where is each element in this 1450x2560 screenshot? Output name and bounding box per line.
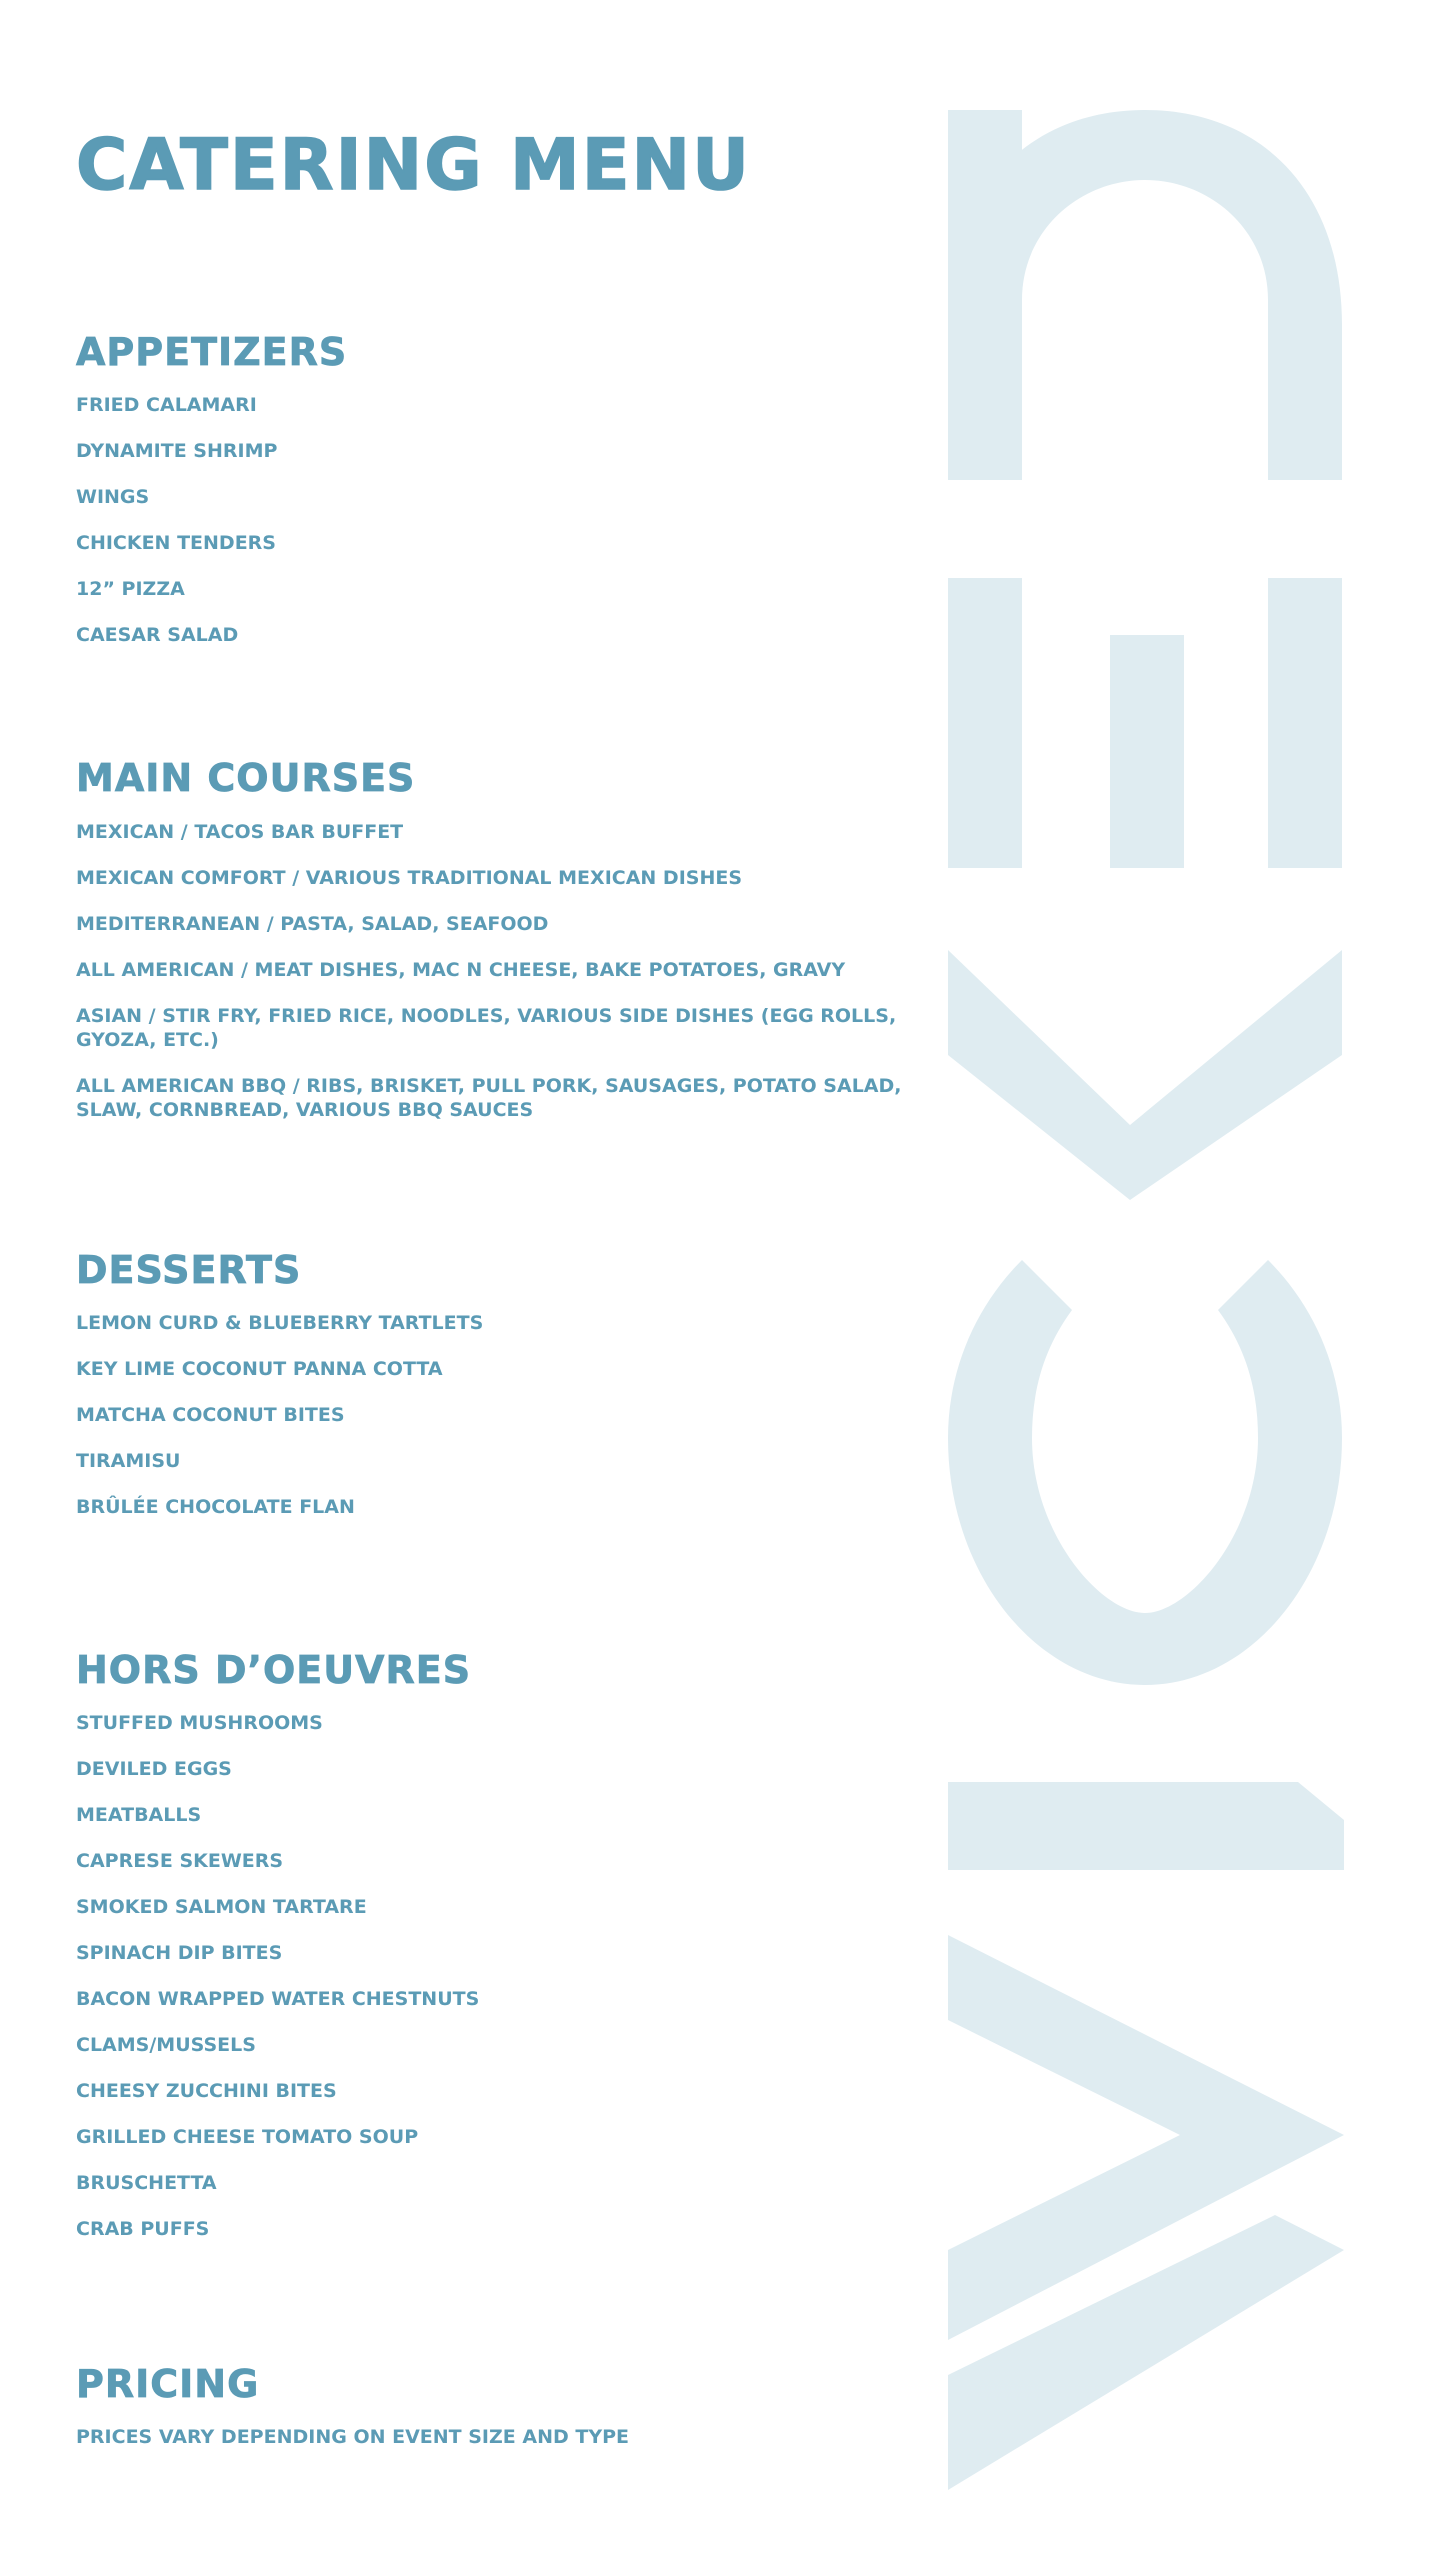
list-item: TIRAMISU [76,1450,181,1472]
desserts-section [76,1248,956,1542]
list-item: GRILLED CHEESE TOMATO SOUP [76,2126,419,2148]
list-item: BACON WRAPPED WATER CHESTNUTS [76,1988,480,2010]
hors-doeuvres-section [76,1648,956,2264]
pricing-heading: PRICING [76,2362,260,2406]
desserts-heading: DESSERTS [76,1248,302,1292]
appetizers-heading: APPETIZERS [76,330,348,374]
main-courses-heading: MAIN COURSES [76,756,416,800]
list-item: CAESAR SALAD [76,624,239,646]
main-courses-section [76,756,956,1144]
list-item: ALL AMERICAN BBQ / RIBS, BRISKET, PULL PORK, SAUSAGES, POTATO SALAD, SLAW, CORNBREAD, VARIOUS BBQ SAUCES [76,1075,902,1121]
list-item: CRAB PUFFS [76,2218,210,2240]
list-item: DEVILED EGGS [76,1758,232,1780]
list-item: CHICKEN TENDERS [76,532,276,554]
list-item: BRÛLÉE CHOCOLATE FLAN [76,1496,355,1518]
appetizers-section [76,330,956,670]
list-item: WINGS [76,486,150,508]
appetizers-list [76,394,956,647]
pricing-section [76,2362,956,2472]
hors-doeuvres-heading: HORS D’OEUVRES [76,1648,472,1692]
list-item: 12” PIZZA [76,578,185,600]
list-item: SMOKED SALMON TARTARE [76,1896,367,1918]
list-item: ASIAN / STIR FRY, FRIED RICE, NOODLES, VARIOUS SIDE DISHES (EGG ROLLS, GYOZA, ETC.) [76,1005,897,1051]
list-item: DYNAMITE SHRIMP [76,440,278,462]
list-item: MEATBALLS [76,1804,202,1826]
list-item: BRUSCHETTA [76,2172,217,2194]
list-item: KEY LIME COCONUT PANNA COTTA [76,1358,443,1380]
list-item: CHEESY ZUCCHINI BITES [76,2080,337,2102]
list-item: STUFFED MUSHROOMS [76,1712,323,1734]
list-item: MATCHA COCONUT BITES [76,1404,345,1426]
list-item: MEXICAN COMFORT / VARIOUS TRADITIONAL MEXICAN DISHES [76,867,743,889]
list-item: SPINACH DIP BITES [76,1942,283,1964]
pricing-list [76,2426,956,2449]
page-title: CATERING MENU [76,124,751,206]
list-item: LEMON CURD & BLUEBERRY TARTLETS [76,1312,484,1334]
desserts-list [76,1312,956,1519]
wicked-watermark-logo [930,110,1380,2490]
main-courses-list [76,820,956,1122]
hors-doeuvres-list [76,1712,956,2241]
pricing-note: PRICES VARY DEPENDING ON EVENT SIZE AND TYPE [76,2426,629,2448]
list-item: MEXICAN / TACOS BAR BUFFET [76,821,404,843]
list-item: CAPRESE SKEWERS [76,1850,284,1872]
list-item: FRIED CALAMARI [76,394,257,416]
list-item: ALL AMERICAN / MEAT DISHES, MAC N CHEESE, BAKE POTATOES, GRAVY [76,959,846,981]
list-item: CLAMS/MUSSELS [76,2034,256,2056]
list-item: MEDITERRANEAN / PASTA, SALAD, SEAFOOD [76,913,549,935]
